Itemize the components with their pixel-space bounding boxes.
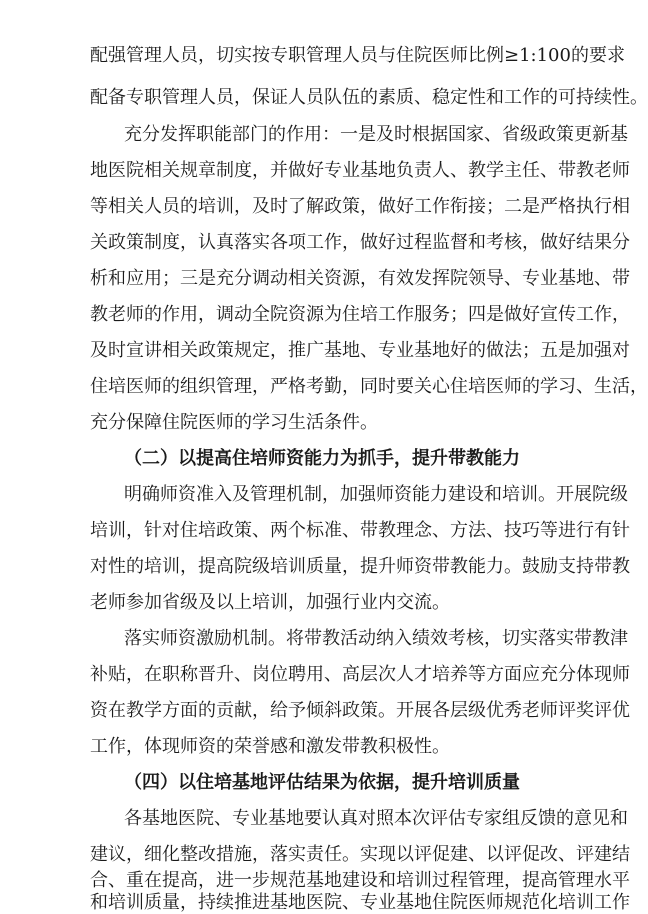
text-line: 关政策制度，认真落实各项工作，做好过程监督和考核，做好结果分 bbox=[90, 232, 630, 253]
text-line: 对性的培训，提高院级培训质量，提升师资带教能力。鼓励支持带教 bbox=[90, 556, 630, 577]
text-line: 资在教学方面的贡献，给予倾斜政策。开展各层级优秀老师评奖评优 bbox=[90, 700, 630, 721]
text-line: 充分保障住院医师的学习生活条件。 bbox=[90, 412, 378, 433]
text-line: 建议，细化整改措施，落实责任。实现以评促建、以评促改、评建结 bbox=[90, 844, 630, 865]
paragraph-first-line: 充分发挥职能部门的作用：一是及时根据国家、省级政策更新基 bbox=[124, 124, 628, 145]
text-line: 及时宣讲相关政策规定，推广基地、专业基地好的做法；五是加强对 bbox=[90, 340, 630, 361]
text-line: 工作，体现师资的荣誉感和激发带教积极性。 bbox=[90, 736, 450, 757]
text-line: 补贴，在职称晋升、岗位聘用、高层次人才培养等方面应充分体现师 bbox=[90, 664, 630, 685]
text-line: 等相关人员的培训，及时了解政策，做好工作衔接；二是严格执行相 bbox=[90, 196, 630, 217]
text-line: 住培医师的组织管理，严格考勤，同时要关心住培医师的学习、生活， bbox=[90, 376, 648, 397]
section-heading: （四）以住培基地评估结果为依据，提升培训质量 bbox=[124, 772, 520, 793]
paragraph-first-line: 落实师资激励机制。将带教活动纳入绩效考核，切实落实带教津 bbox=[124, 628, 628, 649]
text-line: 配备专职管理人员，保证人员队伍的素质、稳定性和工作的可持续性。 bbox=[90, 87, 648, 108]
text-line: 教老师的作用，调动全院资源为住培工作服务；四是做好宣传工作， bbox=[90, 304, 630, 325]
text-line: 和培训质量，持续推进基地医院、专业基地住院医师规范化培训工作 bbox=[90, 892, 630, 913]
text-line: 配强管理人员，切实按专职管理人员与住院医师比例≥1:100的要求 bbox=[90, 45, 625, 66]
section-heading: （二）以提高住培师资能力为抓手，提升带教能力 bbox=[124, 448, 520, 469]
paragraph-first-line: 各基地医院、专业基地要认真对照本次评估专家组反馈的意见和 bbox=[124, 808, 628, 829]
text-line: 培训，针对住培政策、两个标准、带教理念、方法、技巧等进行有针 bbox=[90, 520, 630, 541]
text-line: 合、重在提高，进一步规范基地建设和培训过程管理，提高管理水平 bbox=[90, 870, 630, 891]
text-line: 地医院相关规章制度，并做好专业基地负责人、教学主任、带教老师 bbox=[90, 160, 630, 181]
text-line: 老师参加省级及以上培训，加强行业内交流。 bbox=[90, 592, 450, 613]
paragraph-first-line: 明确师资准入及管理机制，加强师资能力建设和培训。开展院级 bbox=[124, 484, 628, 505]
text-line: 析和应用；三是充分调动相关资源，有效发挥院领导、专业基地、带 bbox=[90, 268, 630, 289]
